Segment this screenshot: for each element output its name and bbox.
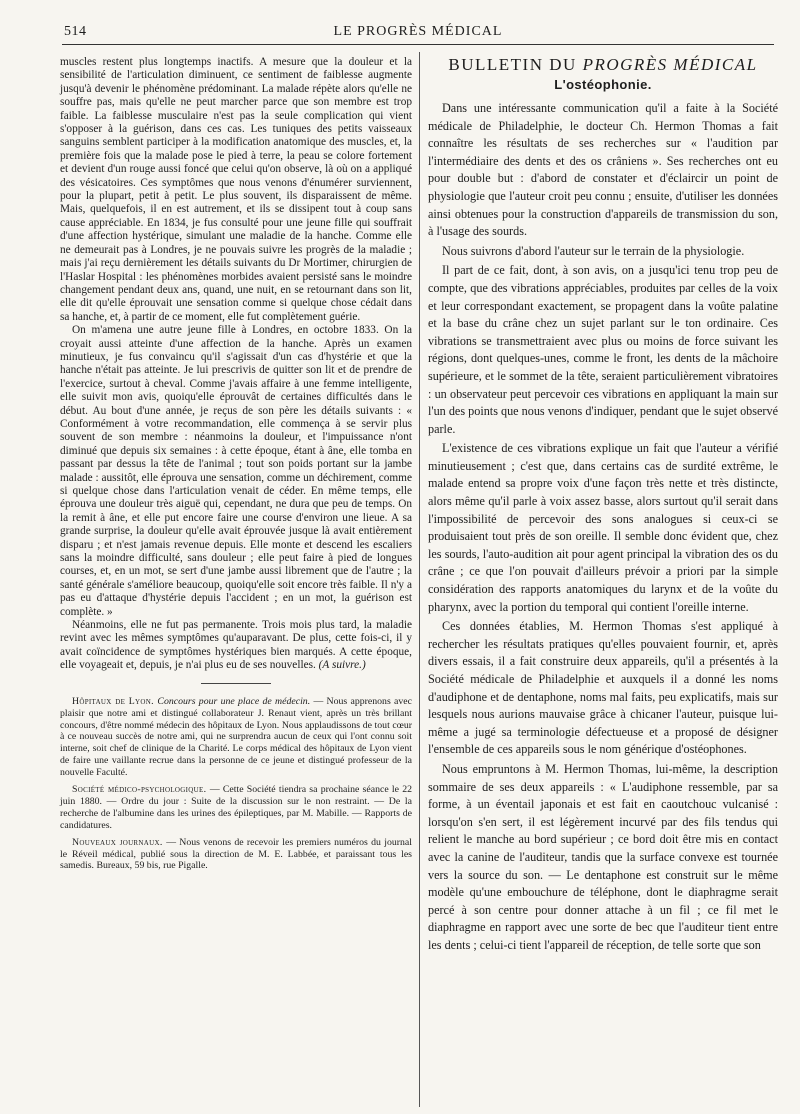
to-be-continued: (A suivre.) — [318, 659, 366, 672]
news-note — [60, 696, 412, 779]
news-note-text: — Nous venons de recevoir les premiers numéros du journal le Réveil médical, publié sous la direction de M. E. Labbée, et paraissant tous les samedis. Bureaux, 59 bis, rue Pigalle. — [60, 836, 412, 872]
bulletin-paragraph: Il part de ce fait, dont, à son avis, on a jusqu'ici tenu trop peu de compte, que des vibrations appréciables, produites par celles de la voix et leur correspondant exactement, se propagent dans la voûte palatine et la base du crâne chez un sujet parlant sur le ton ordinaire. Ces vibrations se transmettraient avec plus ou moins de force suivant les régions, dont quelques-unes, comme le front, les dents de la mâchoire supérieure, et le sommet de la tête, seraient particulièrement vibratoires : un observateur peut percevoir ces vibrations en appliquant la main sur l'un des points que nous venons d'indiquer, pendant que le sujet observé parle. — [428, 263, 778, 436]
bulletin-paragraph: Ces données établies, M. Hermon Thomas s'est appliqué à rechercher les résultats pratiques qu'elles pouvaient fournir, et, après divers essais, il a fait construire deux appareils, qu'il a présentés à la Société médicale de Philadelphie et auxquels il a donné les noms d'audiphone et de dentaphone, noms mal faits, peu explicatifs, mais sur lesquels nous aurions mauvaise grâce à chicaner l'auteur, puisque lui-même a jugé sa terminologie défectueuse et a proposé de désigner l'ensemble de ces appareils sous le nom générique d'ostéophones. — [428, 619, 778, 757]
news-note-subheading: Concours pour une place de médecin. — [157, 695, 314, 707]
news-note-heading: Société médico-psychologique. — [72, 784, 210, 796]
news-notes — [60, 696, 412, 873]
section-title: L'ostéophonie. — [554, 77, 652, 92]
section-divider — [201, 683, 271, 684]
news-note-text: — Nous apprenons avec plaisir que notre ami et distingué collaborateur J. Renaut vient, après un très brillant concours, d'être nommé médecin des hôpitaux de Lyon. Nous applaudissons de tout cœur à ce nouveau succès de notre ami, qui ne surprendra aucun de ceux qui l'ont connu soit interne, soit chef de clinique de la Charité. Le corps médical des hôpitaux de Lyon vient de faire une vaillante recrue dans la personne de ce jeune et distingué professeur de la nouvelle Faculté. — [60, 695, 412, 779]
article-paragraph: muscles restent plus longtemps inactifs. A mesure que la douleur et la sensibilité de l'articulation diminuent, ce sentiment de faiblesse augmente jusqu'à devenir le phénomène prédominant. La malade répète alors qu'elle ne souffre pas, mais qu'elle ne peut marcher parce que son membre est trop faible. La faiblesse musculaire n'est pas la seule complication qui vient s'opposer à la guérison, dans ces cas. Les tuniques des petits vaisseaux sanguins semblent participer à la modification anatomique des muscles, et, la première fois que la malade pose le pied à terre, la peau se colore fortement et devient d'un rouge aussi foncé que celui qu'on observe, là où on a appliqué des vésicatoires. Ces symptômes que nous venons d'énumérer surviennent, pour la plupart, petit à petit. Le plus souvent, ils disparaissent de même. Mais, quelquefois, il en est autrement, et ils se dissipent tout à coup sans cause appréciable. En 1834, je fus consulté pour une jeune fille qui souffrait d'une affection hystérique, simulant une maladie de la hanche. Comme elle ne demeurait pas à Londres, je ne pouvais suivre les progrès de la maladie ; mais j'ai reçu dernièrement les détails suivants du Dr Mortimer, chirurgien de l'Haslar Hospital : les phénomènes morbides avaient persisté sans le moindre changement pendant deux ans, quand, une nuit, en se retournant dans son lit, elle dit qu'elle éprouvait une sensation comme si quelque chose cédait dans sa hanche, et, à partir de ce moment, elle fut complètement guérie. — [60, 56, 412, 323]
left-column — [60, 56, 412, 877]
running-head — [62, 22, 774, 42]
bulletin-paragraph: L'existence de ces vibrations explique un fait que l'auteur a vérifié minutieusement ; c'est que, dans certains cas de surdité extrême, le malade entend sa propre voix d'une façon très nette et très distincte, alors même qu'il parle à voix assez basse, alors surtout qu'il serait dans l'impossibilité de percevoir des sons analogues si ceux-ci se produisaient tout près de son oreille. Il semble donc évident que, chez les sourds, l'auto-audition ait pour agent principal la vibration des os du crâne ; ce que l'on pouvait d'ailleurs prévoir a priori par la simple considération des rapports anatomiques du larynx et de la voûte du pharynx, avec la portion du temporal qui contient l'oreille interne. — [428, 441, 778, 614]
bulletin-paragraph: Nous empruntons à M. Hermon Thomas, lui-même, la description sommaire de ses deux appareils : « L'audiphone ressemble, par sa forme, à un éventail japonais et est fait en caoutchouc vulcanisé : lorsqu'on s'en sert, il est légèrement incurvé par des fils tendus qui relient le manche au bord supérieur ; ce bord doit être mis en contact avec la canine de l'auditeur, tandis que la surface convexe est tournée vers la source du son. — Le dentaphone est construit sur le même modèle qu'une embouchure de téléphone, dont le diaphragme serait percé à son centre pour donner attache à un fil ; ce fil met le diaphragme en rapport avec une sorte de bec que l'auditeur tient entre les dents ; celui-ci tient l'appareil de réception, de telle sorte que son — [428, 761, 778, 952]
bulletin-title-journal: PROGRÈS MÉDICAL — [582, 55, 758, 74]
news-note-heading: Nouveaux journaux. — [72, 836, 167, 848]
article-paragraph: On m'amena une autre jeune fille à Londres, en octobre 1833. On la croyait aussi atteinte d'une affection de la hanche. Après un examen minutieux, je fus convaincu qu'il s'agissait d'un cas d'hystérie et que la hanche n'était pas atteinte. Je lui prescrivis de quitter son lit et de prendre de l'exercice, surtout à cheval. Comme j'avais affaire à une femme intelligente, elle suivit mon avis, quoiqu'elle éprouvât de certaines difficultés dans le début. Au bout d'une année, je reçus de son père les détails suivants : « Conformément à votre recommandation, elle commença à se servir plus souvent de son membre : néanmoins la douleur, et l'impuissance n'ont diminué que depuis six semaines : à cette époque, étant à âne, elle tomba en passant par dessus la tête de l'animal ; tout son poids portant sur la jambe malade : aussitôt, elle éprouva une sensation, comme un déchirement, comme si quelque chose dans l'articulation venait de céder. En même temps, elle éprouva une douleur très aiguë qui, cependant, ne dura que peu de temps. On la remit à âne, et elle put encore faire une course d'environ une lieue. A sa grande surprise, la douleur qu'elle avait éprouvée jusque là avait entièrement disparu ; et n'est jamais revenue depuis. Elle monte et descend les escaliers sans la moindre difficulté, sans douleur ; elle peut faire à pied de longues courses, et, en un mot, se sert d'une jambe aussi librement que de l'autre ; la santé générale s'améliore beaucoup, quoiqu'elle soit encore très faible. Il n'y a pas eu d'attaque d'hystérie depuis l'accident ; en un mot, la guérison est complète. » — [60, 324, 412, 618]
news-note — [60, 837, 412, 873]
bulletin-paragraph: Nous suivrons d'abord l'auteur sur le terrain de la physiologie. — [442, 243, 745, 258]
page-number: 514 — [64, 24, 87, 39]
bulletin-title — [428, 54, 778, 76]
bulletin-paragraph: Dans une intéressante communication qu'il a faite à la Société médicale de Philadelphie, le docteur Ch. Hermon Thomas a fait connaître les résultats de ses recherches sur « l'audition par l'intermédiaire des dents et des os crâniens ». Ses recherches ont eu pour double but : d'abord de constater et d'éclaircir un point de physiologie que l'auteur croit peu connu ; ensuite, d'utiliser les données ainsi obtenues pour la construction d'appareils de transmission du son, à l'usage des sourds. — [428, 101, 778, 239]
news-note-heading: Hôpitaux de Lyon. — [72, 695, 158, 707]
journal-title: LE PROGRÈS MÉDICAL — [333, 24, 503, 39]
news-note-text: — Cette Société tiendra sa prochaine séance le 22 juin 1880. — Ordre du jour : Suite de la discussion sur le non restraint. — De la recherche de l'albumine dans les urines des épileptiques, par M. Mabille. — Rapports de candidatures. — [60, 784, 413, 831]
column-rule — [419, 52, 420, 1107]
header-rule — [62, 44, 774, 45]
right-column — [428, 52, 778, 957]
article-last-text: Néanmoins, elle ne fut pas permanente. Trois mois plus tard, la maladie revint avec les mêmes symptômes qu'auparavant. De plus, cette fois-ci, il y avait coïncidence de symptômes hystériques bien marqués. A cette époque, elle voyageait et, depuis, je n'ai plus eu de ses nouvelles. — [60, 619, 412, 672]
news-note — [60, 784, 412, 832]
bulletin-title-prefix: BULLETIN DU — [448, 55, 583, 74]
article-paragraph-last — [60, 619, 412, 673]
